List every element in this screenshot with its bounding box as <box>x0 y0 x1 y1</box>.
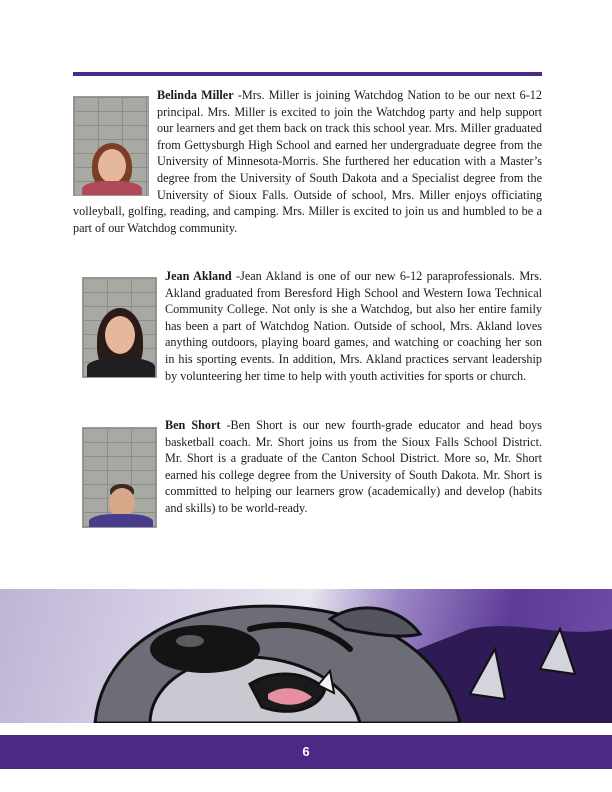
bio-text: -Mrs. Miller is joining Watchdog Nation to be our next 6-12 principal. Mrs. Miller is excited to join the Watchdog party and help support our learners and get them back on track this school year. Mrs. Miller graduated from Gettysburgh High School and earned her undergraduate degree from the University of Minnesota-Morris. She furthered her education with a Master’s degree from the University of South Dakota and a Specialist degree from the University of Sioux Falls. Outside of school, Mrs. Miller enjoys officiating volleyball, golfing, reading, and camping. Mrs. Miller is excited to join us and humbled to be a part of our Watchdog community. <box>73 88 542 235</box>
bulldog-illustration <box>0 589 612 723</box>
portrait-photo <box>73 96 149 196</box>
bulldog-mascot-banner <box>0 589 612 723</box>
bio-ben-short <box>82 417 542 530</box>
bio-text: -Jean Akland is one of our new 6-12 paraprofessionals. Mrs. Akland graduated from Beresford High School and Western Iowa Technical Community College. Not only is she a Watchdog, but also her entire family has been a part of Watchdog Nation. Outside of school, Mrs. Akland loves anything outdoors, playing board games, and watching or coaching her son in his sporting events. In addition, Mrs. Akland practices servant leadership by volunteering her time to help with youth activities for sports or church. <box>165 269 542 383</box>
bio-jean-akland <box>82 268 542 384</box>
bio-name: Belinda Miller <box>157 88 234 102</box>
top-divider <box>73 72 542 76</box>
footer-gap <box>0 723 612 735</box>
portrait-photo <box>82 277 157 378</box>
bio-name: Ben Short <box>165 418 221 432</box>
page-number: 6 <box>302 744 310 759</box>
bio-name: Jean Akland <box>165 269 232 283</box>
portrait-photo <box>82 427 157 528</box>
bio-belinda-miller <box>73 87 542 236</box>
bio-text: -Ben Short is our new fourth-grade educator and head boys basketball coach. Mr. Short joins us from the Sioux Falls School District. Mr. Short is a graduate of the Canton School District. More so, Mr. Short earned his college degree from the University of South Dakota. Mr. Short is committed to helping our learners grow (academically) and develop (habits and skills) to be world-ready. <box>165 418 542 515</box>
